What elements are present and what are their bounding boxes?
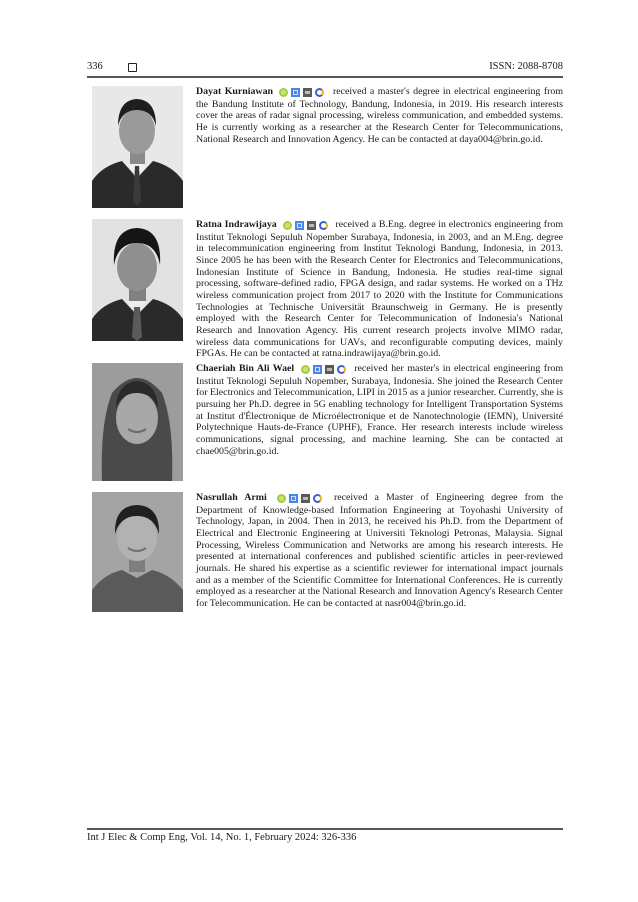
author-photo: [92, 492, 183, 612]
author-photo: [92, 219, 183, 341]
checkbox-square-icon: [128, 63, 137, 72]
bio-body: received a Master of Engineering degree from the Department of Knowledge-based Information Engineering at Toyohashi University of Technology, Japan, in 2004. Then in 2013, he received his Ph.D. from the Department of Electrical and Electronic Engineering at Universiti Teknologi Petronas, Malaysia. Signal Processing, Wireless Communication and Networks are among his research interests. He presented at international conferences and published scientific articles in peer-reviewed journals. He shared his expertise as a scientific reviewer for international impact journals and as a member of the Scientific Committee for International Conferences. He is currently employed as a researcher at the National Research and Innovation Agency's Research Center for Telecommunication. He can be contacted at nasr004@brin.go.id.: [196, 492, 563, 609]
google-scholar-icon[interactable]: [313, 365, 322, 374]
journal-issn: ISSN: 2088-8708: [489, 61, 563, 72]
author-photo: [92, 86, 183, 208]
author-bio-text: [196, 492, 563, 610]
author-name: Ratna Indrawijaya: [196, 219, 277, 230]
bio-body: received her master's in electrical engineering from Institut Teknologi Sepuluh Nopember, Surabaya, Indonesia. She joined the Research Center for Electronics and Telecommunication, LIPI in 2015 as a junior researcher. Currently, she is pursuing her Ph.D. degree in 5G enabling technology for Intelligent Transportation Systems at Institut d'Électronique de Microélectronique et de Nanotechnologie (IEMN), Université Polytechnique Hauts-de-France (UPHF), France. Her research interests include wireless communications, signal processing, and machine learning. She can be contacted at chae005@brin.go.id.: [196, 363, 564, 457]
header-rule: [87, 76, 563, 78]
author-name: Nasrullah Armi: [196, 492, 267, 503]
author-bio-text: [196, 363, 563, 457]
profile-links: [301, 364, 349, 376]
bio-body: received a master's degree in electrical engineering from the Bandung Institute of Technology, Bandung, Indonesia, in 2019. His research interests cover the areas of radar signal processing, wireless communication, and embedded systems. He is currently working as a researcher at the Research Center for Telecommunications, National Research and Innovation Agency. He can be contacted at daya004@brin.go.id.: [196, 86, 564, 145]
journal-citation: Int J Elec & Comp Eng, Vol. 14, No. 1, February 2024: 326-336: [87, 832, 357, 843]
author-bio-text: [196, 219, 563, 360]
orcid-icon[interactable]: [301, 365, 310, 374]
author-bio-text: [196, 86, 563, 145]
author-photo: [92, 363, 183, 481]
author-name: Dayat Kurniawan: [196, 86, 273, 97]
scopus-icon[interactable]: [301, 494, 310, 503]
google-scholar-icon[interactable]: [291, 88, 300, 97]
page-number: 336: [87, 61, 103, 72]
publons-icon[interactable]: [313, 494, 322, 503]
orcid-icon[interactable]: [283, 221, 292, 230]
google-scholar-icon[interactable]: [295, 221, 304, 230]
profile-links: [277, 493, 325, 505]
orcid-icon[interactable]: [277, 494, 286, 503]
publons-icon[interactable]: [319, 221, 328, 230]
author-name: Chaeriah Bin Ali Wael: [196, 363, 295, 374]
publons-icon[interactable]: [337, 365, 346, 374]
page-header: [87, 61, 563, 75]
google-scholar-icon[interactable]: [289, 494, 298, 503]
publons-icon[interactable]: [315, 88, 324, 97]
orcid-icon[interactable]: [279, 88, 288, 97]
bio-body: received a B.Eng. degree in electronics engineering from Institut Teknologi Sepuluh Nopember Surabaya, Indonesia, in 2003, and an M.Eng. degree in telecommunication engineering from Institut Teknologi Bandung, Indonesia, in 2013. Since 2005 he has been with the Research Center for Electronics and Telecommunications, Indonesian Institute of Science in Bandung, Indonesia. He studies real-time signal processing, software-defined radio, FPGA design, and radar systems. He worked on a THz wireless communication project from 2017 to 2020 with the Institute for Communications Technologies at Technische Universität Braunschweig in Germany. He is presently employed with the Research Center for Telecommunication of Indonesia's National Research and Innovation Agency. His current research projects involve MIMO radar, wireless data communications for UAVs, and reconfigurable computing devices, mainly FPGAs. He can be contacted at ratna.indrawijaya@brin.go.id.: [196, 219, 564, 360]
scopus-icon[interactable]: [307, 221, 316, 230]
scopus-icon[interactable]: [303, 88, 312, 97]
profile-links: [283, 220, 331, 232]
profile-links: [279, 87, 327, 99]
footer-rule: [87, 828, 563, 830]
scopus-icon[interactable]: [325, 365, 334, 374]
